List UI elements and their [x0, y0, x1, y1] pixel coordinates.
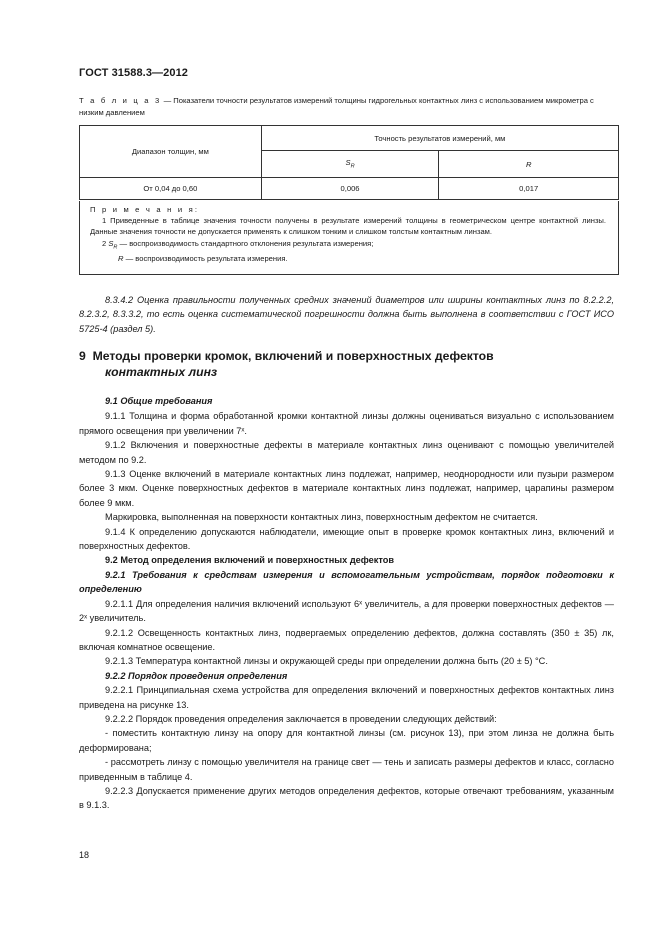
cell-range: От 0,04 до 0,60	[80, 178, 262, 200]
para-9-2-1-1: 9.2.1.1 Для определения наличия включений используют 6ˣ увеличитель, а для проверки поверхностных дефектов — 2ˣ увеличитель.	[79, 598, 614, 624]
para-9-2-1-2: 9.2.1.2 Освещенность контактных линз, подвергаемых определению дефектов, должна составлять (350 ± 35) лк, включая комнатное освещение.	[79, 627, 614, 652]
para-9-2-2-2b: - рассмотреть линзу с помощью увеличителя на границе свет — тень и записать размеры дефектов и класс, согласно приведенным в таблице 4.	[79, 757, 614, 782]
note-3: R — воспроизводимость результата измерения.	[118, 254, 288, 264]
heading-9-2-1: 9.2.1 Требования к средствам измерения и вспомогательным устройствам, порядок подготовки к определению	[79, 569, 614, 595]
para-9-1-2: 9.1.2 Включения и поверхностные дефекты в материале контактных линз оценивают с помощью увеличителей методом по 9.2.	[79, 440, 614, 465]
cell-r: 0,017	[439, 178, 619, 200]
header-r: R	[439, 151, 619, 178]
table-caption-label: Т а б л и ц а 3	[79, 96, 162, 105]
standard-header: ГОСТ 31588.3—2012	[79, 67, 189, 79]
para-9-1-3: 9.1.3 Оценке включений в материале контактных линз подлежат, например, неоднородности или пузыри размером более 3 мкм. Оценке поверхностных дефектов в материале контактных линз подлежат, например, царапины размером более 9 мкм.	[79, 469, 614, 508]
section-9-heading: 9 Методы проверки кромок, включений и поверхностных дефектов контактных линз	[79, 349, 494, 379]
paragraph-8342: 8.3.4.2 Оценка правильности полученных средних значений диаметров или ширины контактных линз по 8.2.2.2, 8.2.3.2, 8.3.3.2, то есть оценка систематической погрешности должна быть выполнена в соответствии с ГОСТ ИСО 5725-4 (раздел 5).	[79, 295, 614, 334]
table-notes	[79, 201, 619, 275]
para-9-1-3b: Маркировка, выполненная на поверхности контактных линз, поверхностным дефектом не считается.	[105, 512, 538, 523]
para-9-2-2-2a: - поместить контактную линзу на опору для контактной линзы (см. рисунок 13), при этом линза не должна быть деформирована;	[79, 728, 614, 753]
header-sr: $S_R$	[261, 151, 439, 178]
table-caption-text: — Показатели точности результатов измерений толщины гидрогельных контактных линз с использованием микрометра с низким давлением	[79, 96, 594, 117]
para-9-2-2-2: 9.2.2.2 Порядок проведения определения заключается в проведении следующих действий:	[105, 713, 497, 724]
note-2: 2 $S_R$ — воспроизводимость стандартного отклонения результата измерения;	[102, 238, 374, 251]
accuracy-table	[79, 125, 619, 200]
cell-sr: 0,006	[261, 178, 439, 200]
page-number: 18	[79, 850, 90, 860]
table-caption	[79, 95, 619, 119]
para-9-1-4: 9.1.4 К определению допускаются наблюдатели, имеющие опыт в проверке кромок контактных линз, включений и поверхностных дефектов.	[79, 526, 614, 552]
para-9-1-1: 9.1.1 Толщина и форма обработанной кромки контактной линзы должны оцениваться визуально с использованием прямого освещения при увеличении 7ˣ.	[79, 411, 614, 436]
heading-9-2-2: 9.2.2 Порядок проведения определения	[105, 670, 288, 681]
note-1: 1 Приведенные в таблице значения точности получены в результате измерений толщины в геометрическом центре контактной линзы. Данные значения точности не допускается применять к слишком тонким и слишком толстым контактным линзам.	[90, 216, 606, 237]
notes-title: П р и м е ч а н и я:	[90, 205, 200, 214]
para-9-2-2-3: 9.2.2.3 Допускается применение других методов определения дефектов, которые отвечают требованиям, указанным в 9.1.3.	[79, 785, 614, 811]
header-range: Диапазон толщин, мм	[80, 126, 262, 178]
header-accuracy: Точность результатов измерений, мм	[261, 126, 618, 151]
heading-9-1: 9.1 Общие требования	[105, 396, 213, 406]
para-9-2-1-3: 9.2.1.3 Температура контактной линзы и окружающей среды при определении должна быть (20 ± 5) °С.	[105, 656, 548, 667]
para-9-2-2-1: 9.2.2.1 Принципиальная схема устройства для определения включений и поверхностных дефектов контактных линз приведена на рисунке 13.	[79, 685, 614, 710]
section-9-body	[79, 394, 614, 813]
heading-9-2: 9.2 Метод определения включений и поверхностных дефектов	[105, 555, 395, 566]
